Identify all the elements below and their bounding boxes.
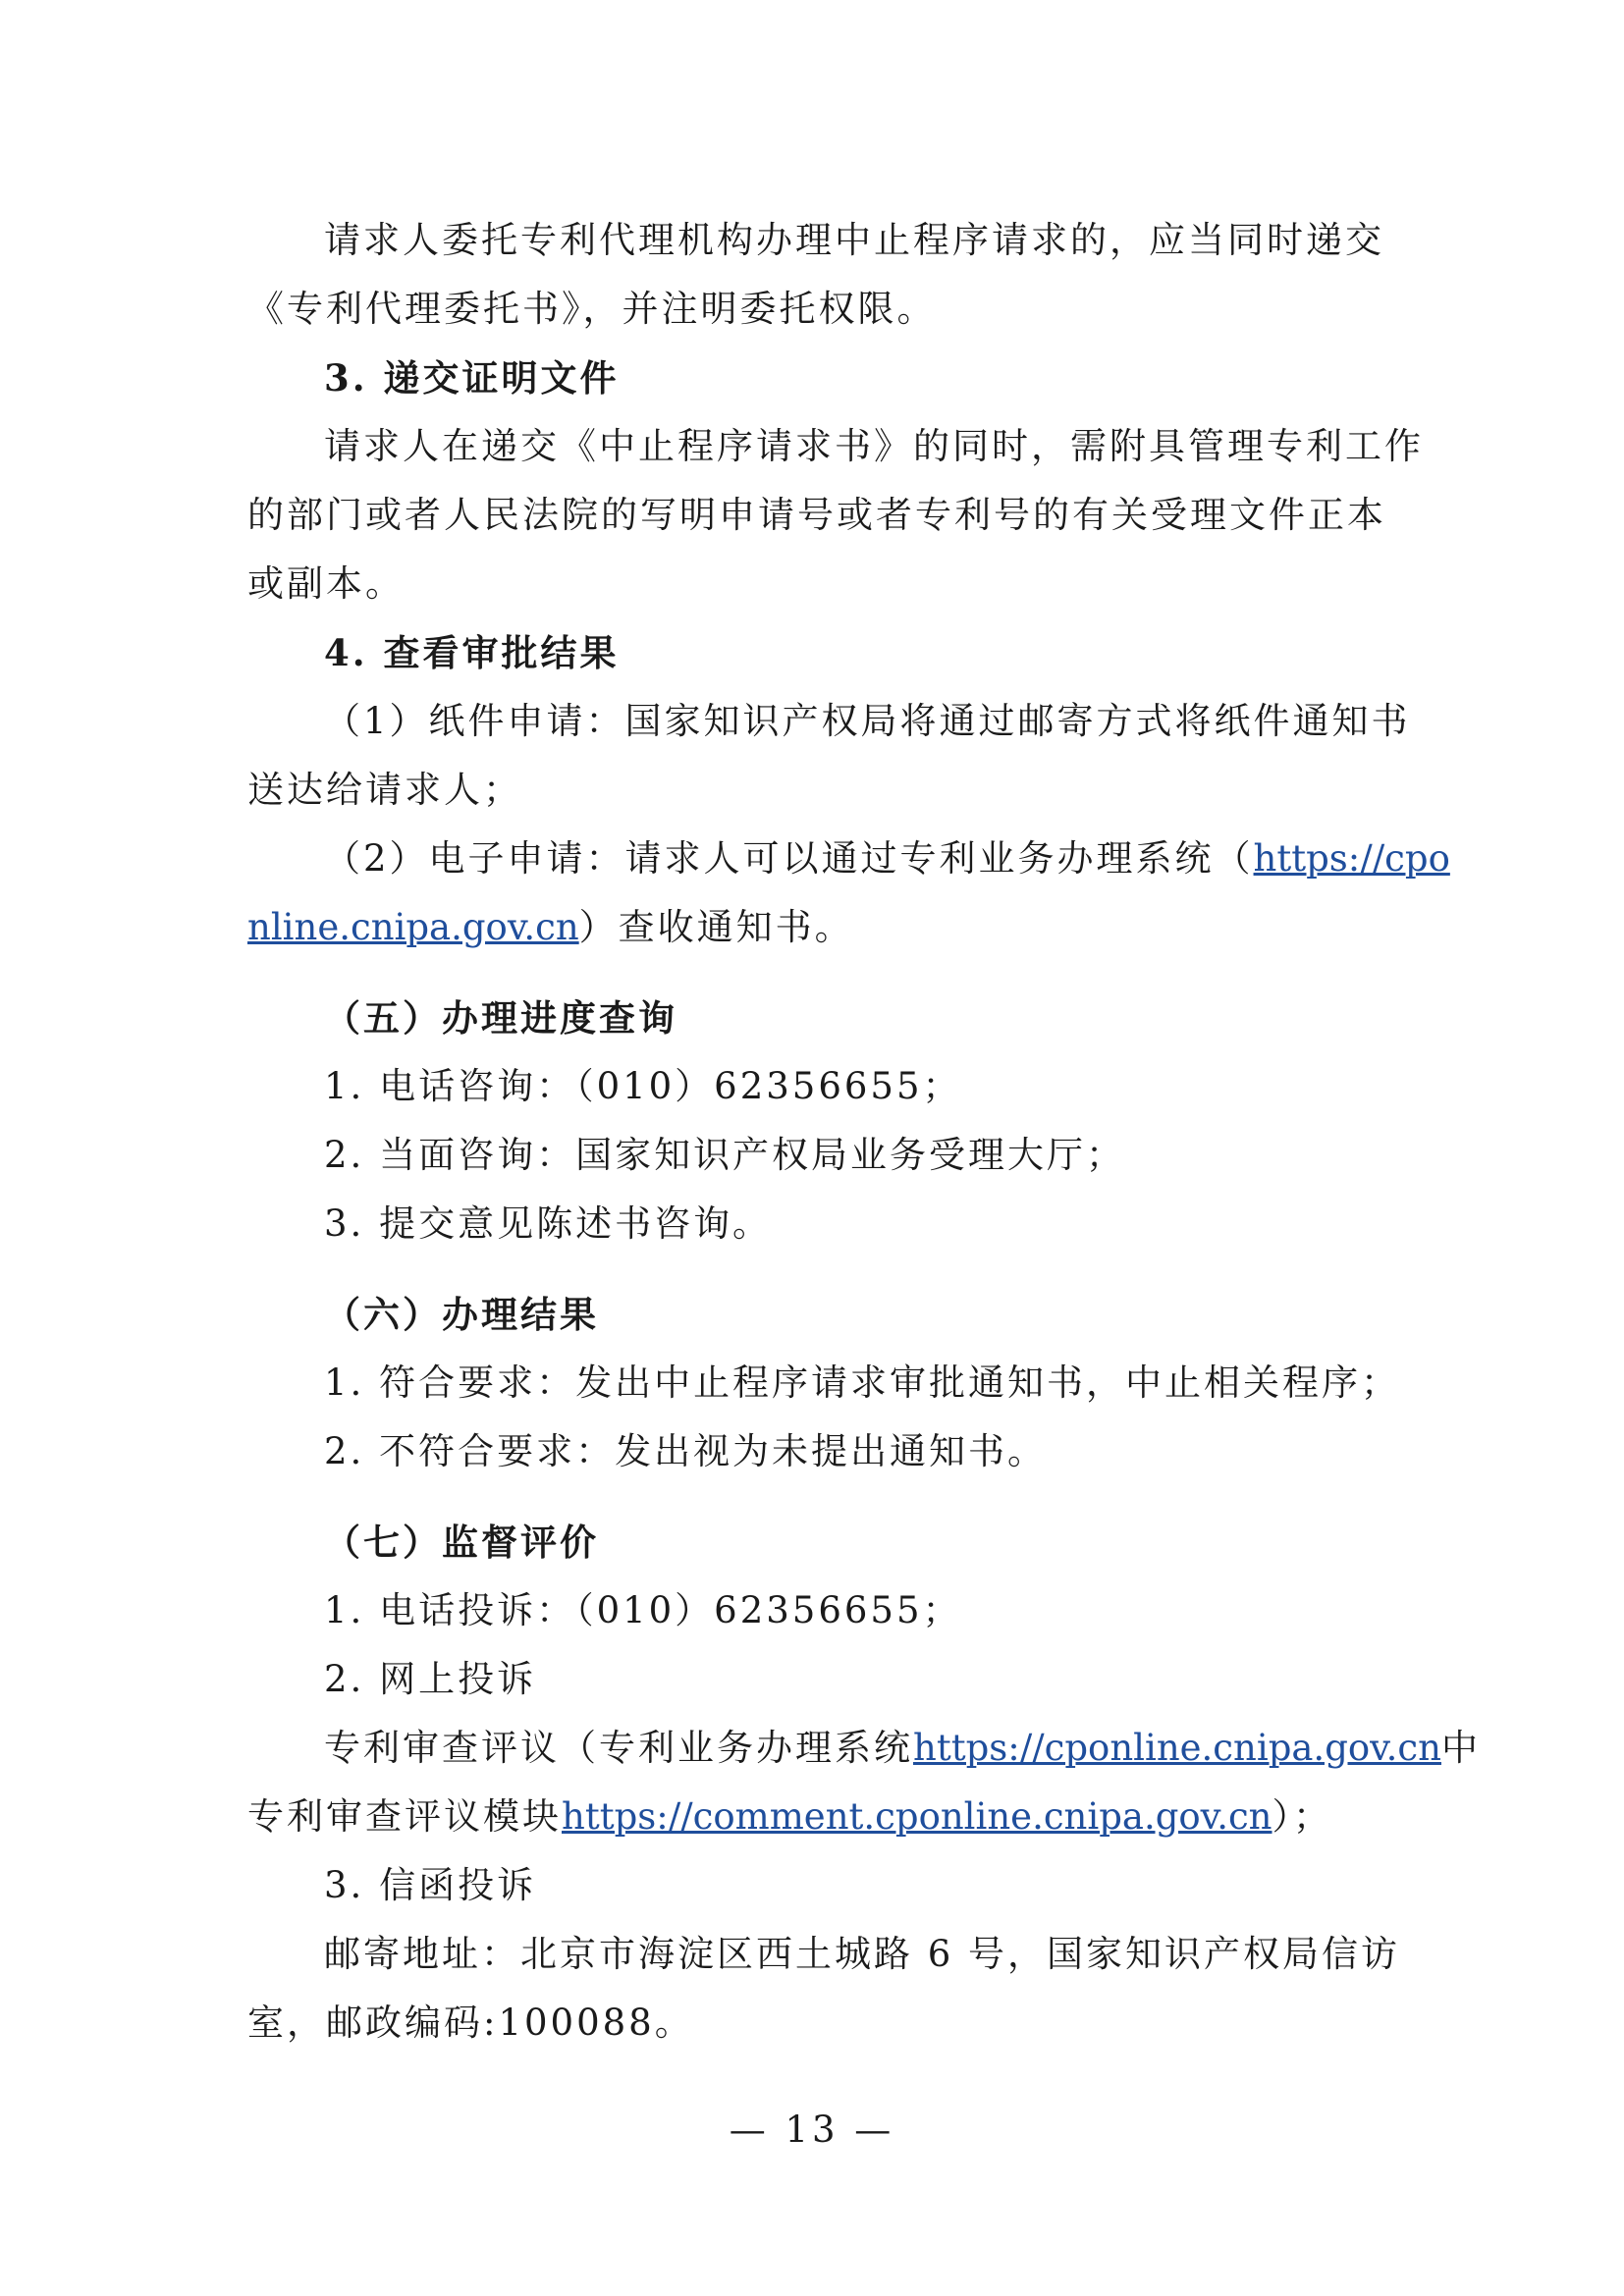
- paragraph-line: 邮寄地址：北京市海淀区西土城路 6 号，国家知识产权局信访: [324, 1933, 1401, 1975]
- paragraph-line: 室，邮政编码:100088。: [247, 2002, 694, 2044]
- paragraph-text: 专利审查评议模块: [247, 1795, 562, 1838]
- list-item: 3. 提交意见陈述书咨询。: [324, 1202, 773, 1245]
- paragraph-line: 的部门或者人民法院的写明申请号或者专利号的有关受理文件正本: [247, 494, 1386, 536]
- paragraph-line: [247, 825, 1450, 893]
- document-page: [247, 206, 1481, 2057]
- list-item: 2. 当面咨询：国家知识产权局业务受理大厅；: [324, 1134, 1126, 1176]
- section-title-supervision: （七）监督评价: [324, 1521, 599, 1564]
- paragraph-text: ）；: [1272, 1795, 1333, 1838]
- paragraph-text: 专利审查评议（专利业务办理系统: [324, 1727, 913, 1769]
- list-item: 2. 网上投诉: [324, 1658, 537, 1700]
- paragraph-line: 《专利代理委托书》，并注明委托权限。: [247, 288, 937, 330]
- page-number: — 13 —: [729, 2109, 895, 2151]
- paragraph-line: [247, 1714, 1481, 1783]
- list-item: 2. 不符合要求：发出视为未提出通知书。: [324, 1430, 1048, 1472]
- subheading-view-results: 4. 查看审批结果: [324, 631, 620, 674]
- paragraph-line: [247, 1783, 1386, 1851]
- subheading-submit-documents: 3. 递交证明文件: [324, 356, 620, 400]
- paragraph-text: ）查收通知书。: [578, 906, 854, 948]
- list-item: 1. 电话投诉：（010）62356655；: [324, 1589, 962, 1631]
- comment-cponline-link[interactable]: https://comment.cponline.cnipa.gov.cn: [562, 1795, 1272, 1838]
- paragraph-line: 请求人在递交《中止程序请求书》的同时，需附具管理专利工作: [324, 425, 1424, 467]
- cponline-link-part2[interactable]: nline.cnipa.gov.cn: [247, 906, 579, 948]
- cponline-link[interactable]: https://cponline.cnipa.gov.cn: [913, 1727, 1441, 1769]
- section-title-results: （六）办理结果: [324, 1293, 599, 1336]
- paragraph-line: [247, 893, 1386, 962]
- list-item: 3. 信函投诉: [324, 1864, 537, 1906]
- paragraph-line: （1）纸件申请：国家知识产权局将通过邮寄方式将纸件通知书: [324, 700, 1411, 742]
- paragraph-text: （2）电子申请：请求人可以通过专利业务办理系统（: [324, 837, 1254, 880]
- paragraph-line: 送达给请求人；: [247, 769, 522, 811]
- list-item: 1. 电话咨询：（010）62356655；: [324, 1065, 962, 1107]
- paragraph-line: 请求人委托专利代理机构办理中止程序请求的，应当同时递交: [324, 219, 1384, 261]
- paragraph-line: 或副本。: [247, 562, 405, 605]
- list-item: 1. 符合要求：发出中止程序请求审批通知书，中止相关程序；: [324, 1362, 1401, 1404]
- section-title-progress-inquiry: （五）办理进度查询: [324, 996, 677, 1040]
- paragraph-text: 中: [1440, 1727, 1481, 1769]
- cponline-link-part1[interactable]: https://cpo: [1253, 837, 1450, 880]
